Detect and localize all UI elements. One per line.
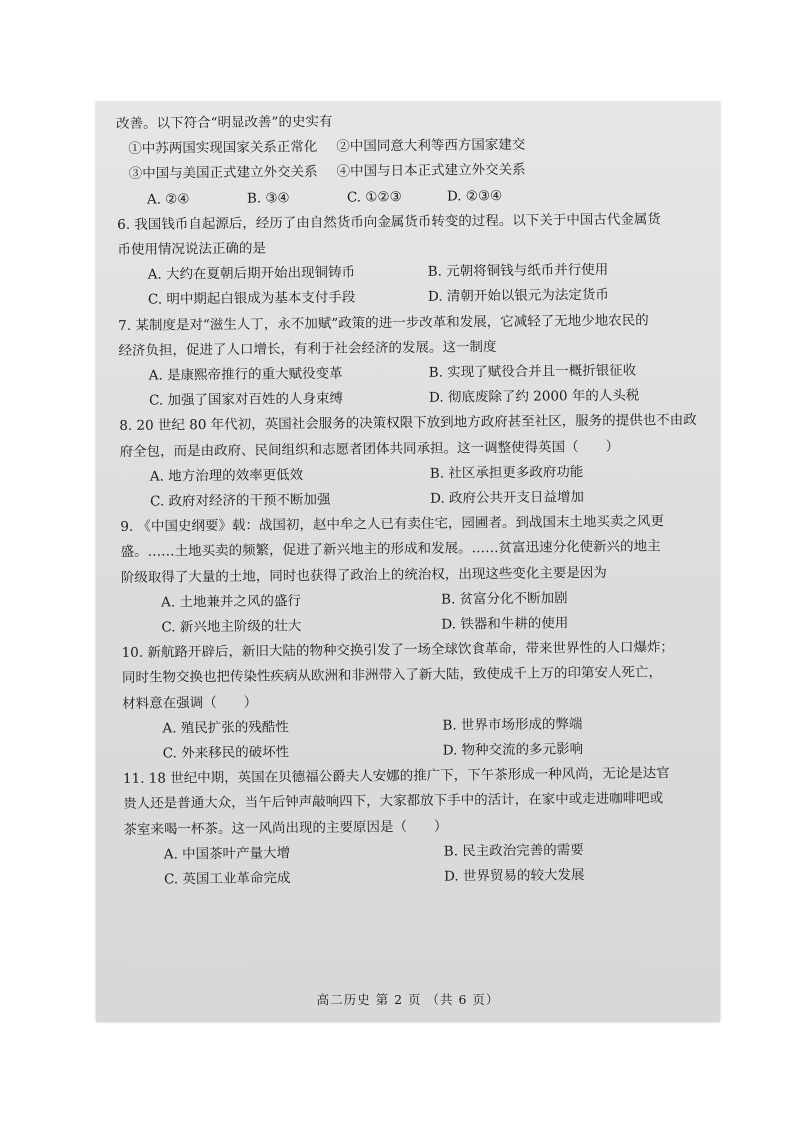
option-d: D. 物种交流的多元影响	[442, 741, 584, 759]
question-stem: 材料意在强调（ ）	[122, 694, 258, 712]
question-5	[116, 106, 711, 213]
option-a: A. 中国茶叶产量大增	[163, 845, 291, 863]
option-b: B. ③④	[246, 189, 290, 207]
option-d: D. 政府公共开支日益增加	[429, 489, 585, 507]
option-a: A. 地方治理的效率更低效	[149, 466, 304, 485]
question-stem: 6. 我国钱币自起源后，经历了由自然货币向金属货币转变的过程。以下关于中国古代金属货	[117, 211, 661, 233]
question-10	[122, 635, 717, 767]
question-5-stem-cont: 改善。以下符合“明显改善”的史实有	[116, 113, 333, 132]
question-stem: 10. 新航路开辟后，新旧大陆的物种交换引发了一场全球饮食革命，带来世界性的人口爆炸；	[121, 639, 674, 662]
question-stem: 9. 《中国史纲要》载：战国初，赵中牟之人已有卖住宅，园圃者。到战国末土地买卖之风更	[120, 513, 665, 536]
question-7	[118, 307, 713, 414]
option-a: A. 土地兼并之风的盛行	[161, 592, 302, 611]
option-c: C. 英国工业革命完成	[163, 870, 291, 888]
option-d: D. 清朝开始以银元为法定货币	[427, 287, 609, 306]
statement-1: ①中苏两国实现国家关系正常化	[128, 139, 318, 158]
question-stem: 7. 某制度是对“滋生人丁，永不加赋”政策的进一步改革和发展，它减轻了无地少地农民的	[118, 312, 649, 334]
option-b: B. 社区承担更多政府功能	[429, 463, 584, 482]
question-stem: 经济负担，促进了人口增长，有利于社会经济的发展。这一制度	[118, 338, 497, 359]
question-11	[123, 761, 718, 893]
question-list	[116, 106, 718, 893]
option-d: D. ②③④	[446, 187, 503, 205]
question-8	[119, 408, 714, 515]
option-c: C. 新兴地主阶级的壮大	[161, 618, 302, 636]
statement-2: ②中国同意大利等西方国家建交	[336, 136, 526, 155]
option-b: B. 元朝将铜钱与纸币并行使用	[427, 262, 609, 280]
question-stem: 8. 20 世纪 80 年代初，英国社会服务的决策权限下放到地方政府甚至社区，服务的提供也不由政	[119, 412, 697, 435]
question-stem: 府全包，而是由政府、民间组织和志愿者团体共同承担。这一调整使得英国（ ）	[119, 438, 620, 460]
statement-3: ③中国与美国正式建立外交关系	[128, 164, 318, 183]
option-c: C. 明中期起白银成为基本支付手段	[147, 289, 356, 309]
option-b: B. 贫富分化不断加剧	[441, 590, 568, 608]
page-footer: 高二历史 第 2 页 （共 6 页）	[316, 992, 500, 1007]
question-stem: 同时生物交换也把传染性疾病从欧洲和非洲带入了新大陆，致使成千上万的印第安人死亡，	[121, 664, 662, 687]
option-c: C. 外来移民的破坏性	[162, 744, 290, 762]
statement-4: ④中国与日本正式建立外交关系	[336, 162, 526, 181]
option-a: A. 殖民扩张的残酷性	[162, 719, 289, 737]
option-b: B. 民主政治完善的需要	[443, 842, 584, 860]
question-stem: 贵人还是普通大众，当午后钟声敲响四下，大家都放下手中的活计，在家中或走进咖啡吧或	[123, 790, 664, 813]
option-a: A. 是康熙帝推行的重大赋役变革	[148, 365, 343, 384]
question-stem: 11. 18 世纪中期，英国在贝德福公爵夫人安娜的推广下，下午茶形成一种风尚，无论是达官	[122, 765, 670, 788]
option-b: B. 世界市场形成的弊端	[442, 716, 583, 734]
question-stem: 阶级取得了大量的土地，同时也获得了政治上的统治权，出现这些变化主要是因为	[120, 564, 607, 586]
option-a: A. 大约在夏朝后期开始出现铜铸币	[147, 264, 356, 283]
option-c: C. ①②③	[346, 188, 402, 206]
option-c: C. 加强了国家对百姓的人身束缚	[148, 390, 344, 409]
question-stem: 茶室来喝一杯茶。这一风尚出现的主要原因是（ ）	[123, 818, 448, 838]
question-stem: 币使用情况说法正确的是	[117, 240, 267, 259]
option-d: D. 世界贸易的较大发展	[443, 867, 585, 885]
question-stem: 盛。……土地买卖的频繁，促进了新兴地主的形成和发展。……贫富迅速分化使新兴的地主	[120, 538, 661, 561]
option-d: D. 铁器和牛耕的使用	[441, 615, 569, 633]
question-6	[117, 207, 712, 314]
option-a: A. ②④	[146, 190, 190, 208]
option-d: D. 彻底废除了约 2000 年的人头税	[428, 387, 640, 406]
exam-page	[96, 102, 720, 1022]
option-c: C. 政府对经济的干预不断加强	[149, 491, 331, 510]
question-9	[120, 509, 715, 641]
option-b: B. 实现了赋役合并且一概折银征收	[428, 362, 637, 381]
